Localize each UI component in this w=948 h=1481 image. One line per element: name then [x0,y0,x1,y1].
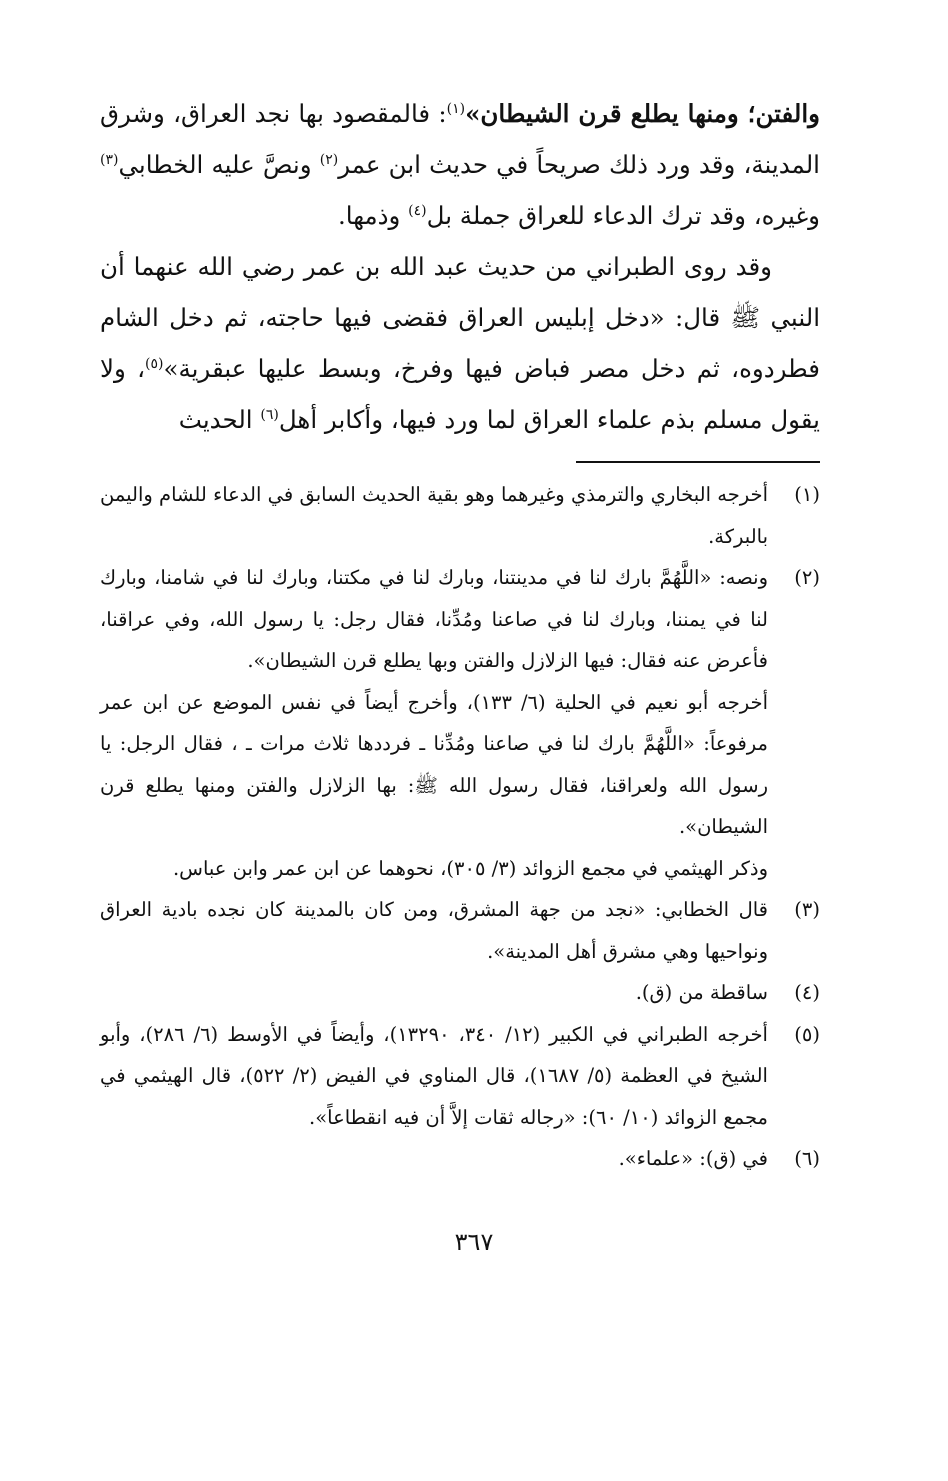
footnote-ref-3: (٣) [100,151,119,168]
main-text [100,88,820,445]
footnote-paragraph: وذكر الهيثمي في مجمع الزوائد (٣/ ٣٠٥)، نحوهما عن ابن عمر وابن عباس. [172,856,768,880]
footnote-number: (٣) [794,898,820,921]
paragraph-2-text-c: الحديث [178,405,261,434]
footnote-body [100,889,768,972]
paragraph-1 [100,88,820,241]
footnote-paragraph: قال الخطابي: «نجد من جهة المشرق، ومن كان بالمدينة كان نجده بادية العراق ونواحيها وهي مشرق أهل المدينة». [100,898,768,963]
footnote-paragraph: أخرجه أبو نعيم في الحلية (٦/ ١٣٣)، وأخرج أيضاً في نفس الموضع عن ابن عمر مرفوعاً: «اللَّهُمَّ بارك لنا في صاعنا ومُدِّنا ـ فرددها ثلاث مرات ـ ، فقال الرجل: يا رسول الله ولعراقنا، فقال رسول الله ﷺ: بها الزلازل والفتن ومنها يطلع قرن الشيطان». [100,690,768,838]
footnote-number: (٤) [794,981,820,1004]
footnote-number: (٦) [794,1147,820,1170]
footnote-4 [100,972,820,1014]
footnote-paragraph: أخرجه البخاري والترمذي وغيرهما وهو بقية الحديث السابق في الدعاء للشام واليمن بالبركة. [100,483,768,548]
paragraph-1-text-d: وذمها. [337,201,409,230]
footnote-3 [100,889,820,972]
paragraph-2-text-b: ، ولا يقول مسلم بذم علماء العراق لما ورد فيها، وأكابر أهل [100,354,820,434]
footnote-number: (٥) [794,1022,820,1046]
paragraph-2-text-a: وقد روى الطبراني من حديث عبد الله بن عمر رضي الله عنهما أن النبي ﷺ قال: «دخل إبليس العراق فقضى فيها حاجته، ثم دخل الشام فطردوه، ثم دخل مصر فباض فيها وفرخ، وبسط عليها عبقرية» [100,252,820,383]
footnote-body [100,1014,768,1139]
footnote-1 [100,474,820,557]
footnote-ref-2: (٢) [319,151,339,168]
footnote-2 [100,557,820,889]
footnote-number: (١) [794,483,820,506]
paragraph-1-text-b: ونصَّ عليه الخطابي [118,150,320,179]
footnote-5 [100,1014,820,1139]
footnote-6 [100,1138,820,1180]
footnotes [100,474,820,1180]
paragraph-2 [100,241,820,445]
hadith-excerpt-bold: والفتن؛ ومنها يطلع قرن الشيطان» [465,99,820,128]
footnote-paragraph: ساقطة من (ق). [635,981,768,1004]
footnote-ref-4: (٤) [408,202,427,219]
footnote-paragraph: أخرجه الطبراني في الكبير (١٢/ ٣٤٠، ١٣٢٩٠)، وأيضاً في الأوسط (٦/ ٢٨٦)، وأبو الشيخ في العظمة (٥/ ١٦٨٧)، قال المناوي في الفيض (٢/ ٥٢٢)، قال الهيثمي في مجمع الزوائد (١٠/ ٦٠): «رجاله ثقات إلاَّ أن فيه انقطاعاً». [100,1022,768,1129]
footnote-body [100,474,768,557]
footnote-paragraph: في (ق): «علماء». [618,1147,768,1170]
footnote-number: (٢) [794,566,820,589]
paragraph-1-text-a: : فالمقصود بها نجد العراق، وشرق المدينة، وقد ورد ذلك صريحاً في حديث ابن عمر [100,99,820,179]
footnote-paragraph: ونصه: «اللَّهُمَّ بارك لنا في مدينتنا، وبارك لنا في مكتنا، وبارك لنا في شامنا، وبارك لنا في يمننا، وبارك لنا في صاعنا ومُدِّنا، فقال رجل: يا رسول الله، وفي عراقنا، فأعرض عنه فقال: فيها الزلازل والفتن وبها يطلع قرن الشيطان». [100,566,768,672]
footnote-separator [576,461,820,463]
paragraph-1-text-c: وغيره، وقد ترك الدعاء للعراق جملة بل [426,201,820,230]
footnote-body [100,1138,768,1180]
footnote-ref-1: (١) [446,100,466,117]
footnote-body [100,972,768,1014]
page-number: ٣٦٧ [454,1228,494,1256]
footnote-ref-5: (٥) [145,355,164,372]
footnote-body [100,557,768,889]
footnote-ref-6: (٦) [260,406,279,423]
